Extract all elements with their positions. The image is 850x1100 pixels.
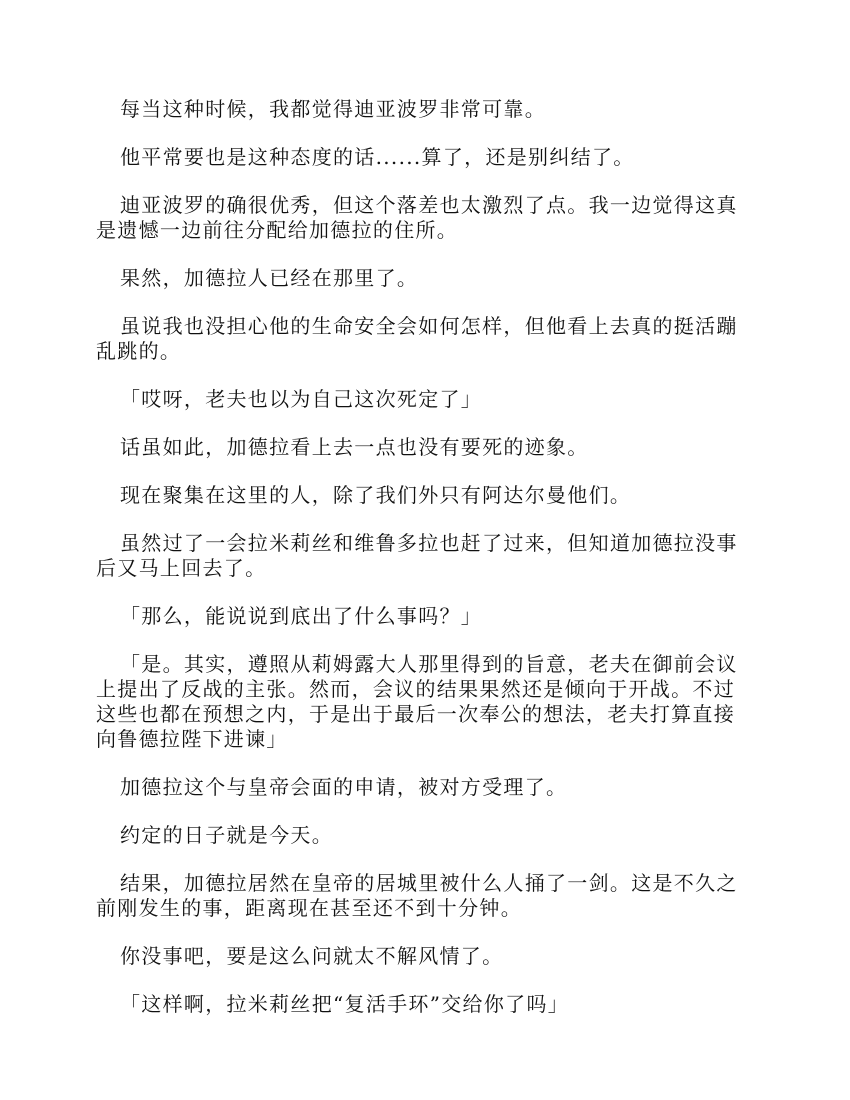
dialogue-line: 「这样啊，拉米莉丝把“复活手环”交给你了吗」 xyxy=(120,992,570,1016)
dialogue-line: 「那么，能说说到底出了什么事吗？」 xyxy=(120,604,483,628)
paragraph: 他平常要也是这种态度的话......算了，还是别纠结了。 xyxy=(120,145,635,169)
dialogue-line: 「哎呀，老夫也以为自己这次死定了」 xyxy=(120,387,483,411)
dialogue-line: 「是。其实，遵照从莉姆露大人那里得到的旨意，老夫在御前会议上提出了反战的主张。然而，会议的结果果然还是倾向于开战。不过这些也都在预想之内，于是出于最后一次奉公的想法，老夫打算直接向鲁德拉陛下进谏」 xyxy=(96,652,738,751)
paragraph: 话虽如此，加德拉看上去一点也没有要死的迹象。 xyxy=(120,435,589,459)
paragraph: 结果，加德拉居然在皇帝的居城里被什么人捅了一剑。这是不久之前刚发生的事，距离现在甚至还不到十分钟。 xyxy=(96,871,738,920)
paragraph: 约定的日子就是今天。 xyxy=(120,823,333,847)
paragraph: 果然，加德拉人已经在那里了。 xyxy=(120,266,419,290)
paragraph: 你没事吧，要是这么问就太不解风情了。 xyxy=(120,944,504,968)
paragraph: 迪亚波罗的确很优秀，但这个落差也太激烈了点。我一边觉得这真是遗憾一边前往分配给加德拉的住所。 xyxy=(96,193,738,242)
paragraph: 加德拉这个与皇帝会面的申请，被对方受理了。 xyxy=(120,775,568,799)
paragraph: 现在聚集在这里的人，除了我们外只有阿达尔曼他们。 xyxy=(120,483,632,507)
paragraph: 虽然过了一会拉米莉丝和维鲁多拉也赶了过来，但知道加德拉没事后又马上回去了。 xyxy=(96,531,738,580)
paragraph: 每当这种时候，我都觉得迪亚波罗非常可靠。 xyxy=(120,97,546,121)
paragraph: 虽说我也没担心他的生命安全会如何怎样，但他看上去真的挺活蹦乱跳的。 xyxy=(96,314,738,363)
body-text xyxy=(96,97,754,1040)
